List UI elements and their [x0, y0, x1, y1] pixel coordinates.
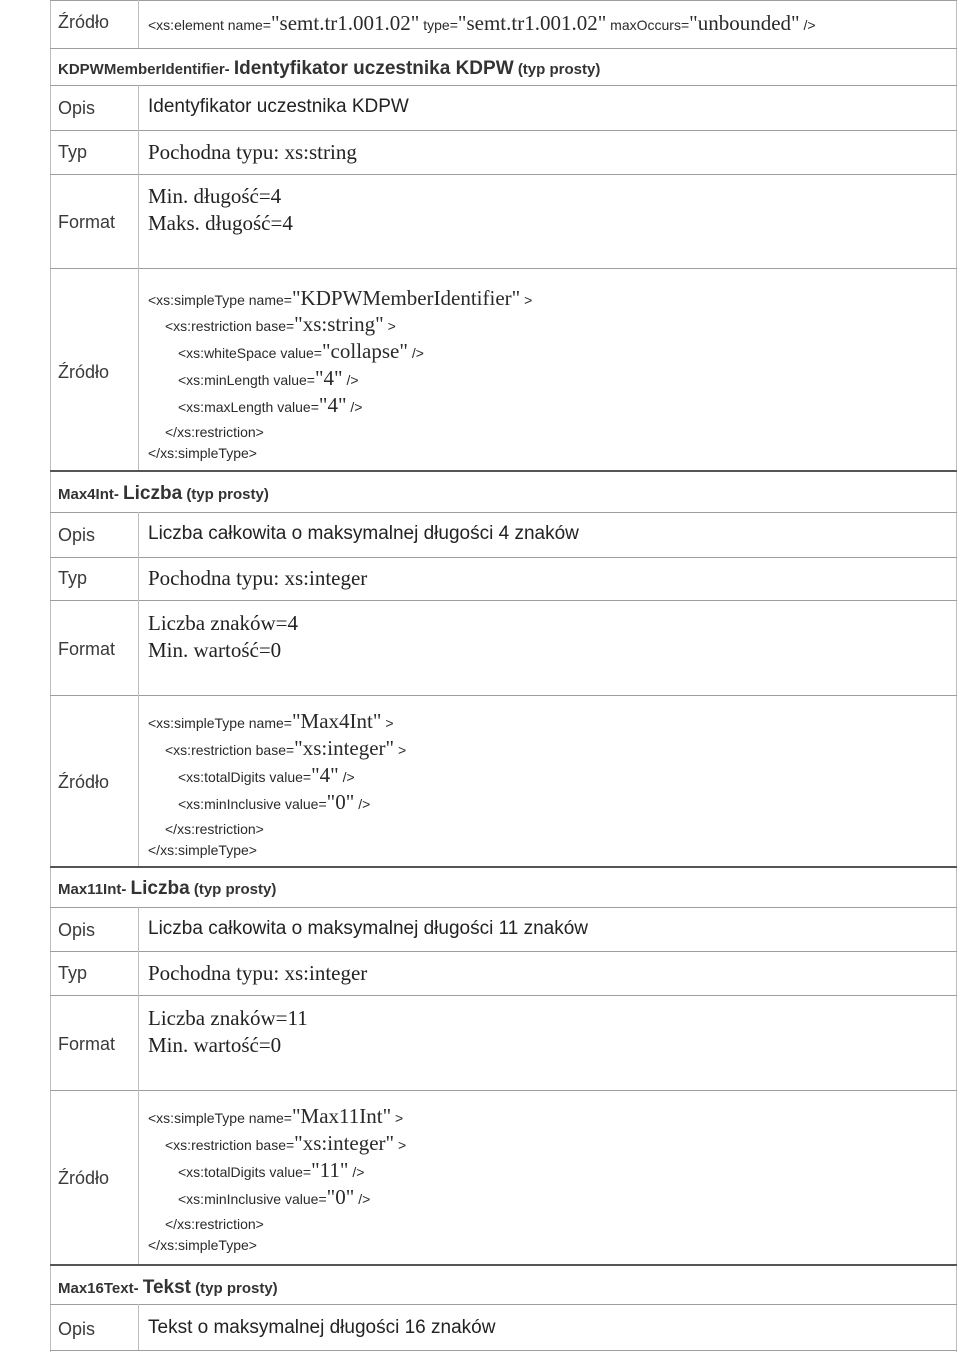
rule [50, 48, 957, 49]
column-rule [138, 85, 139, 470]
format-value: Min. wartość=0 [148, 638, 282, 662]
code-line: <xs:restriction base="xs:integer" > [165, 1131, 407, 1155]
format-value: Maks. długość=4 [148, 211, 293, 235]
section-heading: Max4Int- Liczba (typ prosty) [58, 483, 269, 504]
column-rule [138, 1304, 139, 1350]
row-label-opis: Opis [58, 1319, 96, 1339]
code-line: <xs:restriction base="xs:string" > [165, 312, 396, 336]
row-label-format: Format [58, 1034, 116, 1054]
code-line: <xs:simpleType name="Max11Int" > [148, 1104, 404, 1128]
rule [50, 995, 957, 996]
format-value: Min. długość=4 [148, 184, 282, 208]
rule [50, 951, 957, 952]
code-line: <xs:simpleType name="Max4Int" > [148, 709, 394, 733]
code-line: </xs:simpleType> [148, 842, 257, 858]
column-rule [138, 512, 139, 866]
rule [50, 470, 957, 472]
row-label-typ: Typ [58, 568, 88, 588]
opis-value: Liczba całkowita o maksymalnej długości 11 znaków [148, 918, 589, 939]
rule [50, 1304, 957, 1305]
rule [50, 130, 957, 131]
section-heading: Max16Text- Tekst (typ prosty) [58, 1277, 278, 1298]
row-label-zrodlo: Źródło [58, 772, 110, 792]
row-label-format: Format [58, 639, 116, 659]
opis-value: Liczba całkowita o maksymalnej długości 4 znaków [148, 523, 579, 544]
code-line: <xs:minLength value="4" /> [178, 366, 359, 390]
code-line: </xs:simpleType> [148, 445, 257, 461]
row-label-typ: Typ [58, 142, 88, 162]
rule [50, 1264, 957, 1266]
code-line: </xs:restriction> [165, 1216, 264, 1232]
format-value: Min. wartość=0 [148, 1033, 282, 1057]
rule [50, 174, 957, 175]
code-line: </xs:restriction> [165, 821, 264, 837]
row-label-zrodlo: Źródło [58, 12, 110, 32]
row-label-opis: Opis [58, 525, 96, 545]
rule [50, 268, 957, 269]
typ-value: Pochodna typu: xs:integer [148, 961, 368, 985]
format-value: Liczba znaków=11 [148, 1006, 308, 1030]
rule [50, 557, 957, 558]
rule [50, 866, 957, 868]
row-label-typ: Typ [58, 963, 88, 983]
format-value: Liczba znaków=4 [148, 611, 299, 635]
row-label-opis: Opis [58, 98, 96, 118]
row-label-zrodlo: Źródło [58, 362, 110, 382]
code-line: </xs:restriction> [165, 424, 264, 440]
code-line: <xs:maxLength value="4" /> [178, 393, 363, 417]
rule [50, 600, 957, 601]
rule [50, 85, 957, 86]
element-declaration: <xs:element name="semt.tr1.001.02" type="semt.tr1.001.02" maxOccurs="unbounded" /> [148, 11, 816, 35]
rule [50, 695, 957, 696]
column-rule [138, 907, 139, 1264]
rule [50, 0, 957, 1]
opis-value: Identyfikator uczestnika KDPW [148, 96, 409, 117]
code-line: <xs:totalDigits value="4" /> [178, 763, 355, 787]
section-heading: KDPWMemberIdentifier- Identyfikator uczestnika KDPW (typ prosty) [58, 58, 601, 79]
code-line: </xs:simpleType> [148, 1237, 257, 1253]
code-line: <xs:minInclusive value="0" /> [178, 790, 371, 814]
code-line: <xs:simpleType name="KDPWMemberIdentifier" > [148, 286, 533, 310]
row-label-zrodlo: Źródło [58, 1168, 110, 1188]
rule [50, 512, 957, 513]
rule [50, 907, 957, 908]
code-line: <xs:minInclusive value="0" /> [178, 1185, 371, 1209]
row-label-opis: Opis [58, 920, 96, 940]
typ-value: Pochodna typu: xs:string [148, 140, 357, 164]
code-line: <xs:totalDigits value="11" /> [178, 1158, 365, 1182]
section-heading: Max11Int- Liczba (typ prosty) [58, 878, 277, 899]
typ-value: Pochodna typu: xs:integer [148, 566, 368, 590]
code-line: <xs:restriction base="xs:integer" > [165, 736, 407, 760]
code-line: <xs:whiteSpace value="collapse" /> [178, 339, 424, 363]
row-label-format: Format [58, 212, 116, 232]
column-rule [138, 0, 139, 48]
opis-value: Tekst o maksymalnej długości 16 znaków [148, 1317, 496, 1338]
rule [50, 1090, 957, 1091]
rule [50, 1350, 957, 1351]
